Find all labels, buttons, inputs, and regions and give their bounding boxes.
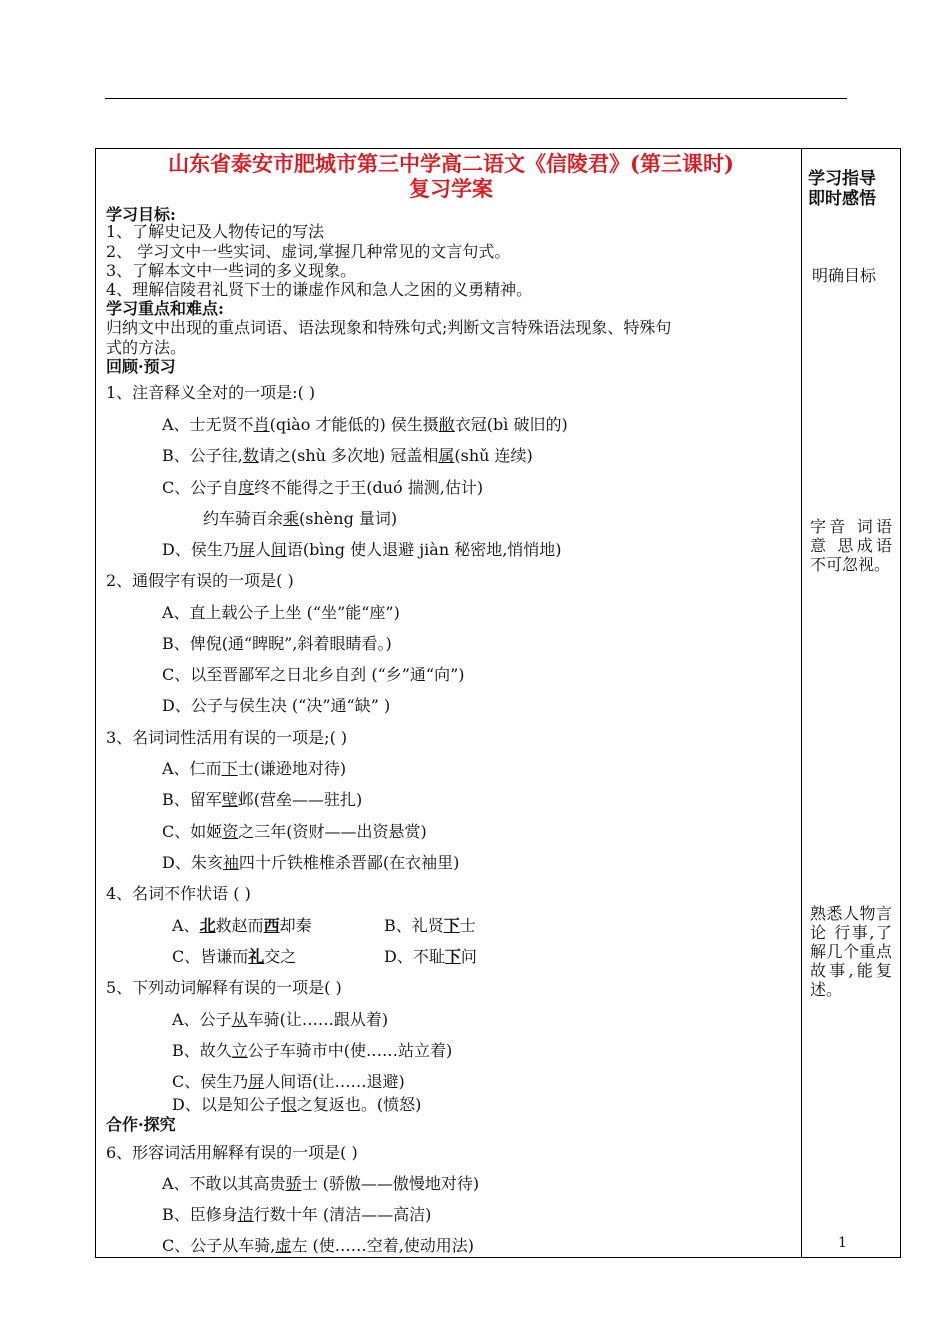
column-divider bbox=[801, 149, 802, 1257]
q2-option-d: D、公子与侯生决 (“决”通“缺” ) bbox=[162, 696, 391, 715]
q6-stem: 6、形容词活用解释有误的一项是( ) bbox=[106, 1143, 358, 1162]
q1-option-b: B、公子往,数请之(shù 多次地) 冠盖相属(shǔ 连续) bbox=[162, 446, 533, 465]
q4-stem: 4、名词不作状语 ( ) bbox=[106, 884, 251, 903]
q2-option-a: A、直上载公子上坐 (“坐”能“座”) bbox=[162, 603, 400, 622]
objective-4: 4、理解信陵君礼贤下士的谦虚作风和急人之困的义勇精神。 bbox=[106, 280, 533, 299]
q4-option-a: A、北救赵而西却秦 bbox=[172, 916, 312, 935]
q6-option-a: A、不敢以其高贵骄士 (骄傲——傲慢地对待) bbox=[162, 1174, 480, 1193]
q1-stem: 1、注音释义全对的一项是:( ) bbox=[106, 383, 316, 402]
objectives-heading: 学习目标: bbox=[106, 205, 176, 224]
objective-1: 1、了解史记及人物传记的写法 bbox=[106, 222, 325, 241]
q4-option-c: C、皆谦而礼交之 bbox=[172, 947, 297, 966]
side-note-goal: 明确目标 bbox=[812, 266, 877, 285]
q5-option-c: C、侯生乃屏人间语(让……退避) bbox=[172, 1072, 405, 1091]
q1-option-c: C、公子自度终不能得之于王(duó 揣测,估计) bbox=[162, 478, 484, 497]
explore-heading: 合作·探究 bbox=[106, 1115, 176, 1134]
title-line-2: 复习学案 bbox=[409, 176, 493, 201]
q3-option-d: D、朱亥袖四十斤铁椎椎杀晋鄙(在衣袖里) bbox=[162, 853, 460, 872]
review-heading: 回顾·预习 bbox=[106, 357, 176, 376]
side-note-words: 字音 词语 意 思成语不可忽视。 bbox=[810, 517, 892, 574]
key-points-heading: 学习重点和难点: bbox=[106, 299, 224, 318]
q4-option-b: B、礼贤下士 bbox=[384, 916, 476, 935]
q1-option-a: A、士无贤不肖(qiào 才能低的) 侯生摄敝衣冠(bì 破旧的) bbox=[162, 415, 568, 434]
q3-option-c: C、如姬资之三年(资财——出资悬赏) bbox=[162, 822, 427, 841]
q2-stem: 2、通假字有误的一项是( ) bbox=[106, 571, 294, 590]
q2-option-b: B、俾倪(通“睥睨”,斜着眼睛看。) bbox=[162, 634, 392, 653]
q5-stem: 5、下列动词解释有误的一项是( ) bbox=[106, 978, 342, 997]
side-header-line-2: 即时感悟 bbox=[808, 189, 876, 209]
q1-option-d: D、侯生乃屏人间语(bìng 使人退避 jiàn 秘密地,悄悄地) bbox=[162, 540, 562, 559]
page-number: 1 bbox=[838, 1235, 847, 1251]
q5-option-d: D、以是知公子恨之复返也。(愤怒) bbox=[172, 1095, 422, 1114]
q5-option-b: B、故久立公子车骑市中(使……站立着) bbox=[172, 1041, 453, 1060]
q2-option-c: C、以至晋鄙军之日北乡自刭 (“乡”通“向”) bbox=[162, 665, 465, 684]
header-rule bbox=[105, 98, 847, 99]
q6-option-b: B、臣修身洁行数十年 (清洁——高洁) bbox=[162, 1205, 432, 1224]
q3-option-b: B、留军壁邺(营垒——驻扎) bbox=[162, 790, 363, 809]
q5-option-a: A、公子从车骑(让……跟从着) bbox=[172, 1010, 389, 1029]
side-note-characters: 熟悉人物言 论 行事,了解几个重点故事,能复述。 bbox=[810, 904, 892, 999]
key-points-text-1: 归纳文中出现的重点词语、语法现象和特殊句式;判断文言特殊语法现象、特殊句 bbox=[106, 318, 672, 337]
key-points-text-2: 式的方法。 bbox=[106, 338, 187, 357]
worksheet-table bbox=[95, 148, 901, 1258]
side-header bbox=[808, 169, 876, 209]
side-header-line-1: 学习指导 bbox=[808, 169, 876, 189]
title-line-1: 山东省泰安市肥城市第三中学高二语文《信陵君》(第三课时) bbox=[168, 151, 734, 176]
objective-3: 3、了解本文中一些词的多义现象。 bbox=[106, 261, 357, 280]
q1-option-c-cont: 约车骑百余乘(shèng 量词) bbox=[203, 509, 398, 528]
q3-option-a: A、仁而下士(谦逊地对待) bbox=[162, 759, 347, 778]
q6-option-c: C、公子从车骑,虚左 (使……空着,使动用法) bbox=[162, 1236, 475, 1255]
objective-2: 2、 学习文中一些实词、虚词,掌握几种常见的文言句式。 bbox=[106, 242, 511, 261]
q3-stem: 3、名词词性活用有误的一项是;( ) bbox=[106, 728, 348, 747]
q4-option-d: D、不耻下问 bbox=[384, 947, 477, 966]
